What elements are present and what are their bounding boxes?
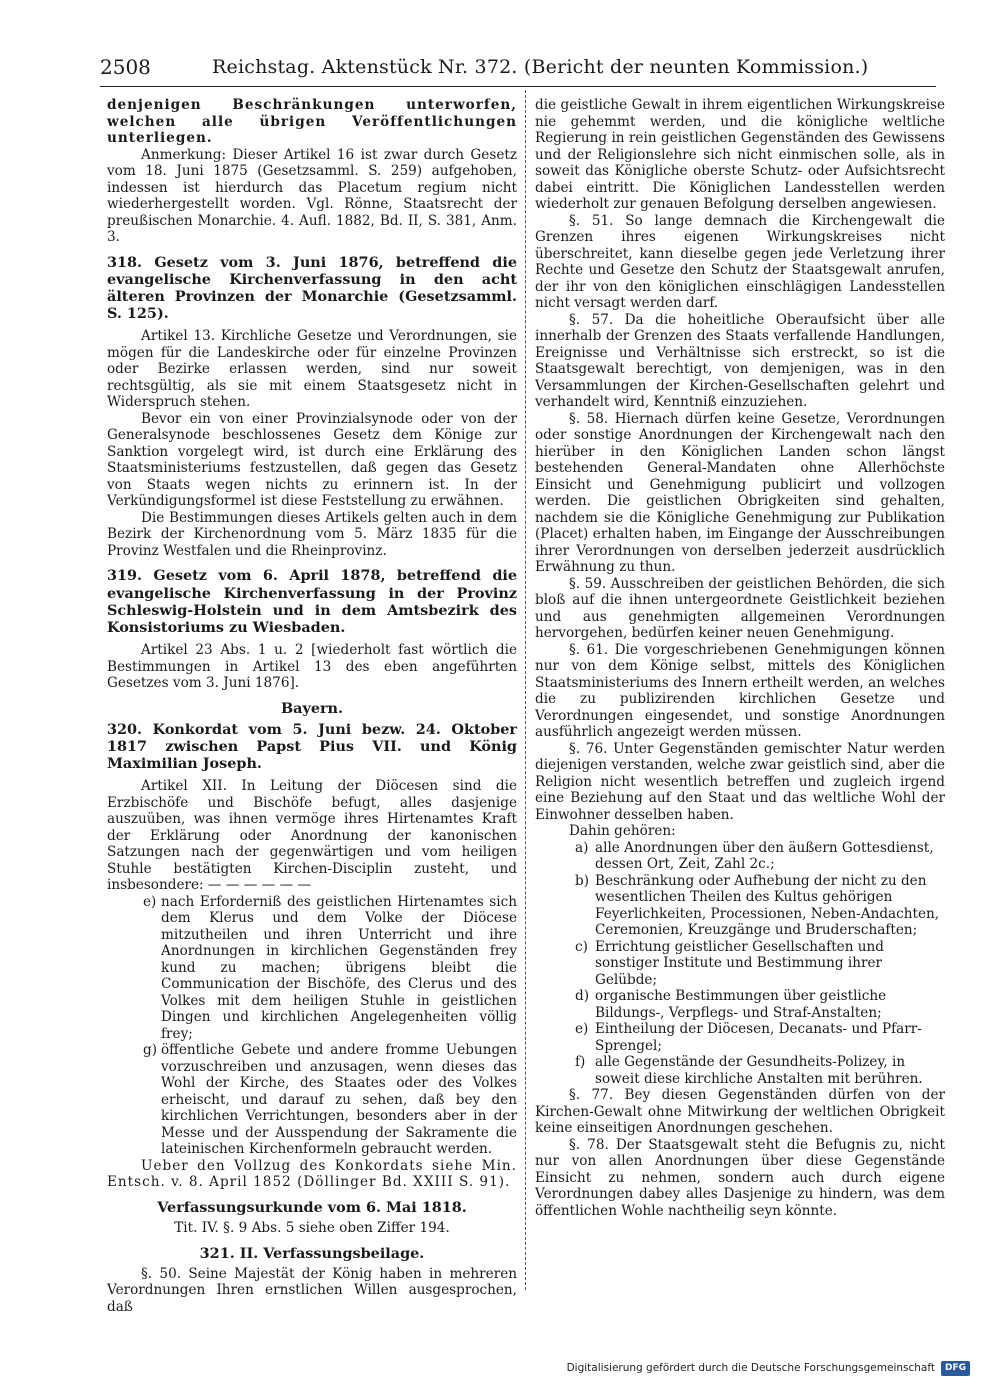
list-item xyxy=(107,894,517,1043)
list-item xyxy=(535,1054,945,1087)
list-item-label: c) xyxy=(575,938,588,955)
list-item-text: Errichtung geistlicher Gesellschaften und sonstiger Institute und Bestimmung ihrer Gelübde; xyxy=(595,938,884,988)
list-item-label: a) xyxy=(575,839,589,856)
paragraph-318-scope: Die Bestimmungen dieses Artikels gelten auch in dem Bezirk der Kirchenordnung vom 5. März 1835 für die Provinz Westfalen und die Rheinprovinz. xyxy=(107,509,517,559)
section-heading-320: 320. Konkordat vom 5. Juni bezw. 24. Oktober 1817 zwischen Papst Pius VII. und König Maximilian Joseph. xyxy=(107,720,517,773)
paragraph-78: §. 78. Der Staatsgewalt steht die Befugnis zu, nicht nur von allen Anordnungen über diese Gegenstände Einsicht zu nehmen, sondern auch durch eigene Verordnungen dabey alles Dasjenige zu hindern, was dem öffentlichen Wohle nachtheilig seyn könnte. xyxy=(535,1136,945,1219)
list-item xyxy=(535,840,945,873)
paragraph-58: §. 58. Hiernach dürfen keine Gesetze, Verordnungen oder sonstige Anordnungen der Kirchengewalt nach den hierüber in den Königlichen Landen schon längst bestehenden General-Mandaten ohne Allerhöchste Einsicht und Genehmigung publicirt und vollzogen werden. Die geistlichen Obrigkeiten sind gehalten, nachdem sie die Königliche Genehmigung zur Publikation (Placet) erhalten haben, im Eingange der Ausschreibungen ihrer Verordnungen von derselben jederzeit ausdrücklich Erwähnung zu thun. xyxy=(535,410,945,575)
section-heading-321: 321. II. Verfassungsbeilage. xyxy=(199,1244,425,1262)
paragraph-verfassungsurkunde-ref: Tit. IV. §. 9 Abs. 5 siehe oben Ziffer 194. xyxy=(174,1220,450,1237)
heading-verfassungsurkunde: Verfassungsurkunde vom 6. Mai 1818. xyxy=(157,1198,467,1216)
list-item-text: organische Bestimmungen über geistliche Bildungs-, Verpflegs- und Straf-Anstalten; xyxy=(595,988,887,1021)
paragraph-320-article: Artikel XII. In Leitung der Diöcesen sind die Erzbischöfe und Bischöfe befugt, alles dasjenige auszuüben, was ihnen vermöge ihres Hirtenamtes Kraft der Erklärung oder Anordnung der kanonischen Satzungen nach der gegenwärtigen und vom heiligen Stuhle bestätigten Kirchen-Disciplin zusteht, und insbesondere: — — — — — — xyxy=(107,778,517,894)
section-heading-318: 318. Gesetz vom 3. Juni 1876, betreffend die evangelische Kirchenverfassung in den acht älteren Provinzen der Monarchie (Gesetzsamml. S. 125). xyxy=(107,253,517,323)
list-intro: Dahin gehören: xyxy=(569,823,676,839)
list-item xyxy=(535,873,945,939)
list-item-text: alle Gegenstände der Gesundheits-Polizey, in soweit diese kirchliche Anstalten mit berühren. xyxy=(595,1054,923,1087)
enumerated-list xyxy=(535,840,945,1088)
paragraph-continuation: die geistliche Gewalt in ihrem eigentlichen Wirkungskreise nie gehemmt werden, und die königliche weltliche Regierung in rein geistlichen Gegenständen des Gewissens und der Religionslehre sich nicht einmischen solle, als in soweit das Königliche oberste Schutz- oder Aufsichtsrecht dabei eintritt. Die Königlichen Landesstellen werden wiederholt zur genauen Befolgung derselben angewiesen. xyxy=(535,97,945,212)
footer-credit xyxy=(567,1360,970,1376)
column-divider xyxy=(525,90,526,1290)
paragraph-318-article: Artikel 13. Kirchliche Gesetze und Verordnungen, sie mögen für die Landeskirche oder für einzelne Provinzen oder Bezirke erlassen werden, sind nur soweit rechtsgültig, als sie mit einem Staatsgesetz nicht in Widerspruch stehen. xyxy=(107,328,517,411)
right-column xyxy=(535,97,945,1219)
header-rule xyxy=(100,86,936,87)
list-item-label: f) xyxy=(575,1054,586,1070)
paragraph-77: §. 77. Bey diesen Gegenständen dürfen von der Kirchen-Gewalt ohne Mitwirkung der weltlichen Obrigkeit keine einseitigen Anordnungen geschehen. xyxy=(535,1087,945,1136)
section-heading-319: 319. Gesetz vom 6. April 1878, betreffend die evangelische Kirchenverfassung in der Provinz Schleswig-Holstein und in dem Amtsbezirk des Konsistoriums zu Wiesbaden. xyxy=(107,567,517,636)
list-item-label: e) xyxy=(143,893,157,910)
paragraph-76: §. 76. Unter Gegenständen gemischter Natur werden diejenigen verstanden, welche zwar geistlich sind, aber die Religion nicht wesentlich betreffen und zugleich irgend eine Beziehung auf den Staat und das weltliche Wohl der Einwohner desselben haben. xyxy=(535,740,945,823)
list-item-text: alle Anordnungen über den äußern Gottesdienst, dessen Ort, Zeit, Zahl 2c.; xyxy=(595,839,934,872)
list-item-text: nach Erforderniß des geistlichen Hirtenamtes sich dem Klerus und dem Volke der Diöcese mitzutheilen und ihren Unterricht und ihre Anordnungen in kirchlichen Gegenständen frey kund zu machen; übrigens bleibt die Communication der Bischöfe, des Clerus und des Volkes mit dem heiligen Stuhle in geistlichen Dingen und kirchlichen Angelegenheiten völlig frey; xyxy=(161,893,517,1042)
paragraph-57: §. 57. Da die hoheitliche Oberaufsicht über alle innerhalb der Grenzen des Staats verfallende Handlungen, Ereignisse und Verhältnisse sich erstreckt, so ist die Staatsgewalt berechtigt, von demjenigen, was in den Versammlungen der Kirchen-Gesellschaften gelehrt und verhandelt wird, Kenntniß einzuziehen. xyxy=(535,311,945,410)
paragraph-50: §. 50. Seine Majestät der König haben in mehreren Verordnungen Ihren ernstlichen Willen ausgesprochen, daß xyxy=(107,1265,517,1315)
paragraph-51: §. 51. So lange demnach die Kirchengewalt die Grenzen ihres eigenen Wirkungskreises nicht überschreitet, kann dieselbe gegen jede Verletzung ihrer Rechte und Gesetze den Schutz der Staatsgewalt anrufen, der ihr von den königlichen einschlägigen Landesstellen nicht versagt werden darf. xyxy=(535,212,945,311)
subheading-bayern: Bayern. xyxy=(280,699,344,717)
running-title: Reichstag. Aktenstück Nr. 372. (Bericht der neunten Kommission.) xyxy=(212,56,869,78)
enumerated-list xyxy=(107,894,517,1158)
dfg-logo: DFG xyxy=(941,1361,970,1376)
list-item xyxy=(535,939,945,989)
page-header xyxy=(100,54,936,84)
paragraph-319: Artikel 23 Abs. 1 u. 2 [wiederholt fast wörtlich die Bestimmungen in Artikel 13 des eben angeführten Gesetzes vom 3. Juni 1876]. xyxy=(107,642,517,692)
list-item-text: Eintheilung der Diöcesen, Decanats- und Pfarr-Sprengel; xyxy=(595,1021,922,1054)
list-item-text: Beschränkung oder Aufhebung der nicht zu den wesentlichen Theilen des Kultus gehörigen Feyerlichkeiten, Processionen, Neben-Andachten, Ceremonien, Kreuzgänge und Bruderschaften; xyxy=(595,872,940,938)
list-item-text: öffentliche Gebete und andere fromme Uebungen vorzuschreiben und anzusagen, wenn dieses das Wohl der Kirche, des Staates oder des Volkes erheischt, und darauf zu sehen, daß bey den kirchlichen Verrichtungen, besonders aber in der Messe und der Ausspendung der Sakramente die lateinischen Kirchenformeln gebraucht werden. xyxy=(161,1042,517,1158)
list-item-label: d) xyxy=(575,988,590,1004)
paragraph-59: §. 59. Ausschreiben der geistlichen Behörden, die sich bloß auf die ihnen untergeordnete Geistlichkeit beziehen und aus genehmigten allgemeinen Verordnungen hervorgehen, bedürfen keiner neuen Genehmigung. xyxy=(535,575,945,641)
list-item xyxy=(535,988,945,1021)
annotation-note: Anmerkung: Dieser Artikel 16 ist zwar durch Gesetz vom 18. Juni 1875 (Gesetzsamml. S. 259) aufgehoben, indessen ist hierdurch das Placetum regium nicht wiederhergestellt worden. Vgl. Rönne, Staatsrecht der preußischen Monarchie. 4. Aufl. 1882, Bd. II, S. 381, Anm. 3. xyxy=(107,146,517,245)
paragraph-61: §. 61. Die vorgeschriebenen Genehmigungen können nur von dem Könige selbst, mittels des Königlichen Staatsministeriums des Innern ertheilt werden, an welches die zu publizirenden kirchlichen Gesetze und Verordnungen eingesendet, und sonstige Anordnungen ausführlich angezeigt werden müssen. xyxy=(535,641,945,740)
list-item-label: b) xyxy=(575,872,590,889)
list-item-label: g) xyxy=(143,1042,158,1059)
paragraph-continuation: denjenigen Beschränkungen unterworfen, welchen alle übrigen Veröffentlichungen unterliegen. xyxy=(107,97,517,146)
list-item xyxy=(535,1021,945,1054)
footer-text: Digitalisierung gefördert durch die Deutsche Forschungsgemeinschaft xyxy=(566,1362,935,1374)
list-item-label: e) xyxy=(575,1021,589,1037)
page-number: 2508 xyxy=(100,55,151,79)
left-column xyxy=(107,97,517,1315)
paragraph-318-procedure: Bevor ein von einer Provinzialsynode oder von der Generalsynode beschlossenes Gesetz dem Könige zur Sanktion vorgelegt wird, ist durch eine Erklärung des Staatsministeriums festzustellen, daß gegen das Gesetz von Staats wegen nichts zu erinnern ist. In der Verkündigungsformel ist diese Feststellung zu erwähnen. xyxy=(107,410,517,510)
paragraph-vollzug: Ueber den Vollzug des Konkordats siehe Min. Entsch. v. 8. April 1852 (Döllinger Bd. XXIII S. 91). xyxy=(107,1157,517,1191)
list-item xyxy=(107,1042,517,1158)
